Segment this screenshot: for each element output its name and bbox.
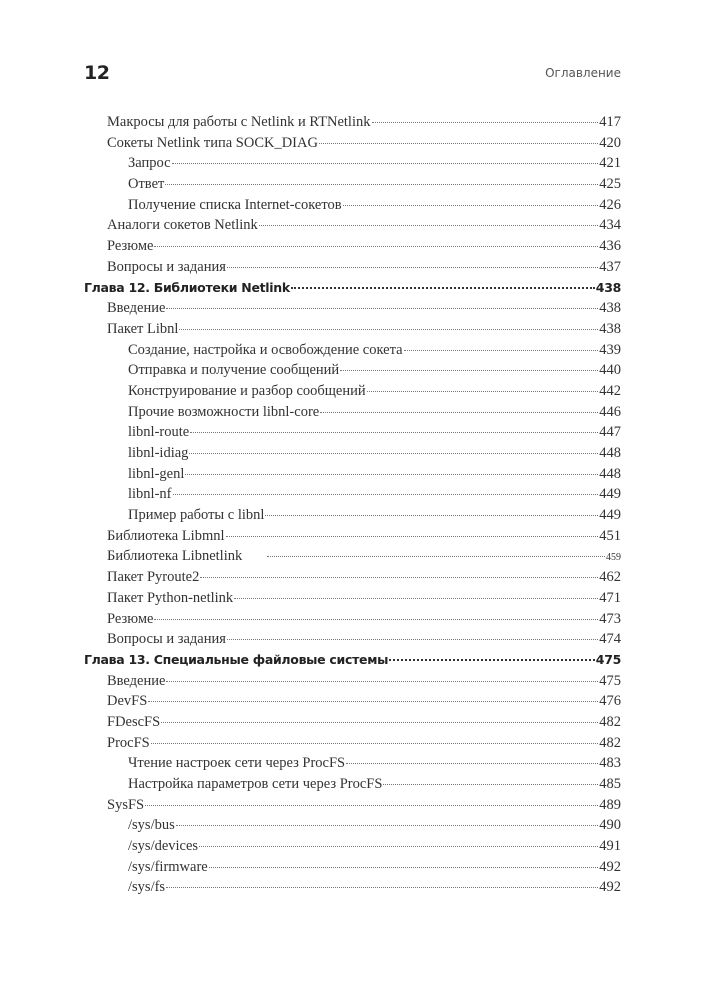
dot-leader bbox=[148, 701, 598, 702]
dot-leader bbox=[200, 577, 598, 578]
dot-leader bbox=[161, 722, 598, 723]
toc-entry-page-number: 439 bbox=[599, 341, 621, 358]
toc-entry-page-number: 426 bbox=[599, 196, 621, 213]
toc-entry-title: Вопросы и задания bbox=[107, 258, 226, 275]
toc-entry[interactable] bbox=[84, 174, 621, 195]
toc-entry-page-number: 421 bbox=[599, 155, 621, 172]
toc-entry[interactable] bbox=[84, 712, 621, 733]
toc-entry-page-number: 417 bbox=[599, 114, 621, 130]
dot-leader bbox=[145, 805, 598, 806]
dot-leader bbox=[320, 412, 598, 413]
dot-leader bbox=[404, 350, 599, 351]
dot-leader bbox=[383, 784, 598, 785]
toc-entry[interactable] bbox=[84, 340, 621, 361]
dot-leader bbox=[367, 391, 599, 392]
toc-entry-page-number: 447 bbox=[599, 424, 621, 441]
toc-entry[interactable] bbox=[84, 484, 621, 505]
toc-entry[interactable] bbox=[84, 795, 621, 816]
dot-leader bbox=[199, 846, 598, 847]
dot-leader bbox=[166, 308, 598, 309]
toc-entry-title: Пакет Pyroute2 bbox=[107, 569, 200, 586]
toc-entry-page-number: 436 bbox=[599, 238, 621, 255]
running-head: Оглавление bbox=[545, 66, 621, 80]
toc-entry-page-number: 448 bbox=[599, 465, 621, 482]
toc-entry[interactable] bbox=[84, 691, 621, 712]
toc-entry[interactable] bbox=[84, 505, 621, 526]
toc-entry-page-number: 462 bbox=[599, 569, 621, 586]
toc-entry-page-number: 489 bbox=[599, 796, 621, 813]
toc-entry[interactable] bbox=[84, 257, 621, 278]
toc-entry-page-number: 448 bbox=[599, 445, 621, 461]
dot-leader bbox=[176, 825, 599, 826]
dot-leader bbox=[179, 329, 598, 330]
page-number: 12 bbox=[84, 62, 110, 84]
toc-entry[interactable] bbox=[84, 195, 621, 216]
toc-entry-title: Прочие возможности libnl-core bbox=[128, 403, 320, 420]
toc-entry[interactable] bbox=[84, 236, 621, 257]
dot-leader bbox=[154, 246, 598, 247]
dot-leader bbox=[234, 598, 598, 599]
dot-leader bbox=[389, 659, 595, 661]
toc-entry-page-number: 437 bbox=[599, 258, 621, 275]
toc-entry-title: Получение списка Internet-сокетов bbox=[128, 196, 342, 213]
toc-entry-page-number: 449 bbox=[599, 507, 621, 524]
toc-entry-title: Вопросы и задания bbox=[107, 631, 226, 648]
dot-leader bbox=[189, 453, 598, 454]
toc-entry-title: Введение bbox=[107, 300, 166, 317]
dot-leader bbox=[265, 515, 598, 516]
toc-entry-page-number: 482 bbox=[599, 734, 621, 751]
toc-entry-page-number: 459 bbox=[606, 552, 621, 564]
toc-entry[interactable] bbox=[84, 112, 621, 133]
toc-entry-title: /sys/devices bbox=[128, 838, 199, 855]
dot-leader bbox=[319, 143, 598, 144]
toc-entry[interactable] bbox=[84, 877, 621, 898]
dot-leader bbox=[267, 556, 605, 557]
toc-entry-title: Пример работы с libnl bbox=[128, 507, 265, 524]
toc-chapter-entry[interactable] bbox=[84, 650, 621, 671]
toc-entry-title: Введение bbox=[107, 672, 166, 689]
toc-entry-title: Резюме bbox=[107, 238, 154, 255]
toc-entry[interactable] bbox=[84, 153, 621, 174]
toc-entry[interactable] bbox=[84, 133, 621, 154]
toc-entry[interactable] bbox=[84, 588, 621, 609]
toc-entry[interactable] bbox=[84, 546, 621, 567]
toc-entry-title: DevFS bbox=[107, 693, 148, 710]
toc-entry-page-number: 476 bbox=[599, 693, 621, 710]
toc-entry[interactable] bbox=[84, 215, 621, 236]
toc-entry-title: Пакет Libnl bbox=[107, 320, 179, 337]
dot-leader bbox=[340, 370, 598, 371]
toc-entry-page-number: 440 bbox=[599, 362, 621, 379]
dot-leader bbox=[173, 494, 599, 495]
toc-entry-title: Создание, настройка и освобождение сокета bbox=[128, 341, 403, 358]
toc-entry-title: Библиотека Libmnl bbox=[107, 527, 225, 544]
dot-leader bbox=[166, 887, 598, 888]
toc-entry-page-number: 474 bbox=[599, 631, 621, 648]
toc-entry-page-number: 442 bbox=[599, 382, 621, 399]
dot-leader bbox=[172, 163, 599, 164]
toc-entry-title: Чтение настроек сети через ProcFS bbox=[128, 755, 346, 772]
toc-entry[interactable] bbox=[84, 836, 621, 857]
toc-entry-page-number: 482 bbox=[599, 713, 621, 730]
toc-entry-title: Глава 12. Библиотеки Netlink bbox=[84, 279, 290, 295]
toc-entry-title: /sys/fs bbox=[128, 879, 166, 896]
toc-entry[interactable] bbox=[84, 629, 621, 650]
toc-entry-title: SysFS bbox=[107, 796, 145, 813]
toc-entry-page-number: 475 bbox=[599, 672, 621, 689]
toc-entry[interactable] bbox=[84, 733, 621, 754]
toc-entry-title: Отправка и получение сообщений bbox=[128, 362, 340, 379]
toc-entry-title: Пакет Python-netlink bbox=[107, 589, 234, 606]
toc-entry[interactable] bbox=[84, 753, 621, 774]
dot-leader bbox=[154, 619, 598, 620]
toc-entry-page-number: 438 bbox=[599, 300, 621, 317]
toc-entry-title: libnl-idiag bbox=[128, 445, 189, 461]
toc-entry-title: libnl-route bbox=[128, 424, 190, 441]
toc-entry-page-number: 492 bbox=[599, 879, 621, 896]
toc-entry-page-number: 473 bbox=[599, 610, 621, 627]
toc-entry[interactable] bbox=[84, 774, 621, 795]
toc-entry-page-number: 425 bbox=[599, 176, 621, 193]
toc-entry[interactable] bbox=[84, 381, 621, 402]
toc-entry[interactable] bbox=[84, 464, 621, 485]
dot-leader bbox=[346, 763, 598, 764]
toc-entry[interactable] bbox=[84, 422, 621, 443]
toc-entry-page-number: 438 bbox=[599, 320, 621, 337]
toc-chapter-entry[interactable] bbox=[84, 278, 621, 299]
dot-leader bbox=[291, 287, 595, 289]
toc-entry-title: Библиотека Libnetlink bbox=[107, 548, 243, 565]
toc-entry[interactable] bbox=[84, 671, 621, 692]
toc-entry-title: /sys/bus bbox=[128, 817, 175, 834]
toc-entry-page-number: 491 bbox=[599, 838, 621, 855]
toc-entry-page-number: 446 bbox=[599, 403, 621, 420]
dot-leader bbox=[227, 639, 598, 640]
toc-entry[interactable] bbox=[84, 443, 621, 464]
toc-entry-page-number: 492 bbox=[599, 858, 621, 875]
toc-entry-title: Аналоги сокетов Netlink bbox=[107, 217, 258, 234]
toc-entry[interactable] bbox=[84, 857, 621, 878]
dot-leader bbox=[151, 743, 599, 744]
dot-leader bbox=[166, 681, 598, 682]
toc-entry-title: Настройка параметров сети через ProcFS bbox=[128, 776, 383, 792]
dot-leader bbox=[226, 536, 599, 537]
toc-entry-title: Макросы для работы с Netlink и RTNetlink bbox=[107, 114, 371, 130]
toc-entry-title: Конструирование и разбор сообщений bbox=[128, 382, 366, 399]
dot-leader bbox=[165, 184, 598, 185]
toc-entry-title: Резюме bbox=[107, 610, 154, 627]
toc-entry-title: libnl-nf bbox=[128, 486, 172, 503]
toc-entry-title: Глава 13. Специальные файловые системы bbox=[84, 651, 389, 667]
toc-entry-page-number: 451 bbox=[599, 527, 621, 544]
toc-entry-title: FDescFS bbox=[107, 713, 161, 730]
toc-entry-page-number: 475 bbox=[595, 651, 621, 667]
dot-leader bbox=[343, 205, 599, 206]
toc-entry[interactable] bbox=[84, 298, 621, 319]
toc-entry[interactable] bbox=[84, 402, 621, 423]
toc-entry[interactable] bbox=[84, 360, 621, 381]
toc-entry[interactable] bbox=[84, 526, 621, 547]
dot-leader bbox=[190, 432, 598, 433]
toc-entry-title: ProcFS bbox=[107, 734, 150, 751]
dot-leader bbox=[209, 867, 599, 868]
dot-leader bbox=[372, 122, 599, 123]
toc-entry-page-number: 471 bbox=[599, 589, 621, 606]
toc-entry-title: Ответ bbox=[128, 176, 165, 193]
toc-entry-page-number: 438 bbox=[595, 279, 621, 295]
toc-entry-page-number: 490 bbox=[599, 817, 621, 834]
toc-entry-page-number: 449 bbox=[599, 486, 621, 503]
toc-entry-title: Запрос bbox=[128, 155, 171, 172]
toc-entry[interactable] bbox=[84, 609, 621, 630]
dot-leader bbox=[227, 267, 598, 268]
toc-entry-title: libnl-genl bbox=[128, 465, 185, 482]
toc-entry[interactable] bbox=[84, 567, 621, 588]
toc-entry-page-number: 434 bbox=[599, 217, 621, 234]
dot-leader bbox=[185, 474, 598, 475]
toc-entry[interactable] bbox=[84, 815, 621, 836]
table-of-contents bbox=[84, 112, 621, 898]
toc-entry-page-number: 485 bbox=[599, 776, 621, 792]
dot-leader bbox=[259, 225, 598, 226]
toc-entry[interactable] bbox=[84, 319, 621, 340]
toc-entry-page-number: 483 bbox=[599, 755, 621, 772]
toc-entry-page-number: 420 bbox=[599, 134, 621, 151]
toc-entry-title: Сокеты Netlink типа SOCK_DIAG bbox=[107, 134, 318, 151]
toc-entry-title: /sys/firmware bbox=[128, 858, 208, 875]
